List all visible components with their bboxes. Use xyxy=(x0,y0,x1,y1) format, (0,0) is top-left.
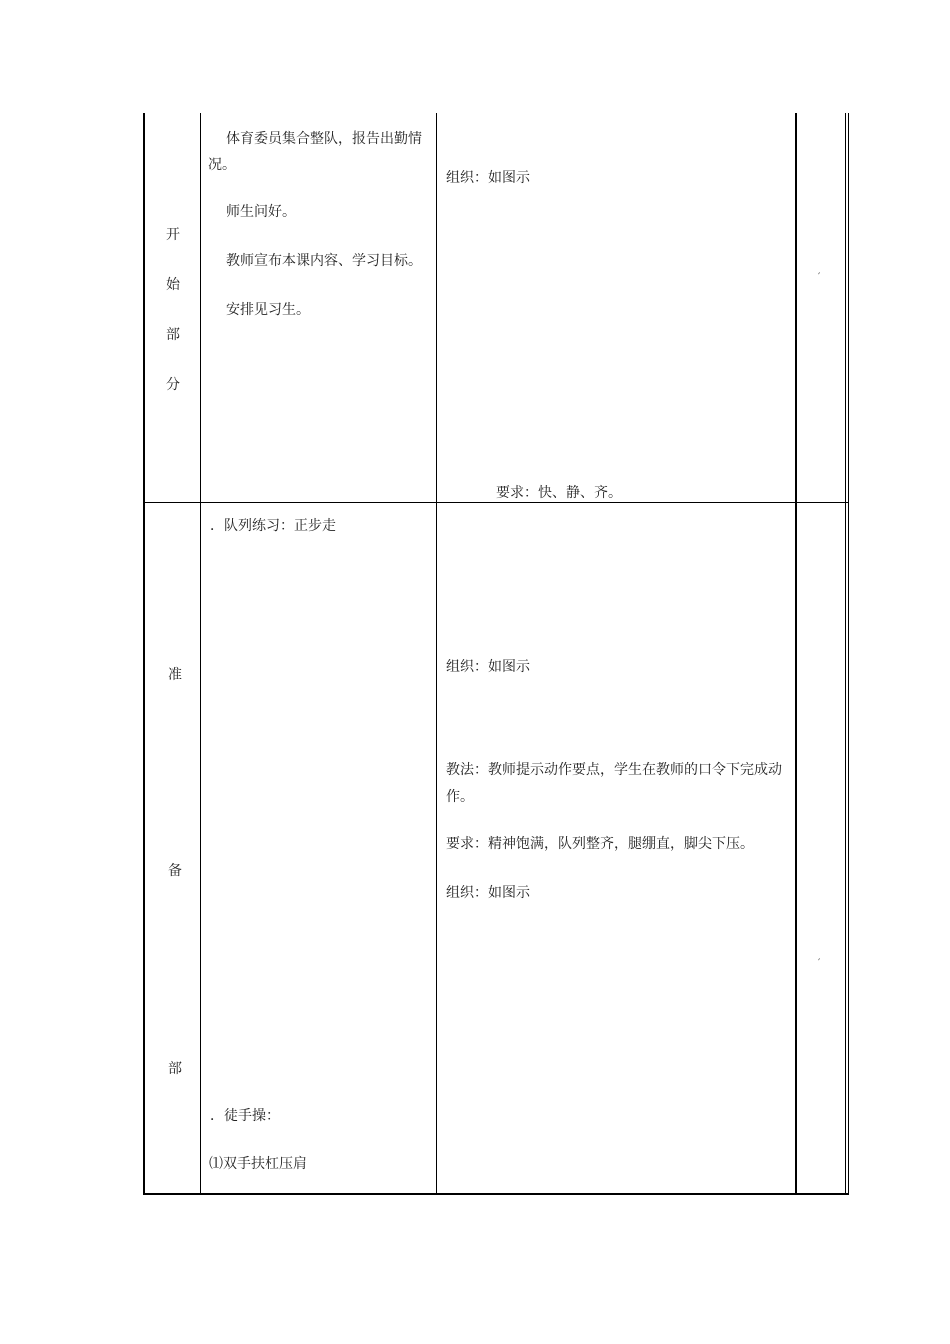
border-left xyxy=(143,113,145,1195)
exercise-subitem: ⑴双手扶杠压肩 xyxy=(209,1156,307,1172)
section-label-char: 部 xyxy=(166,327,180,343)
divider-col2 xyxy=(436,113,437,1195)
method-organize: 组织：如图示 xyxy=(446,885,530,901)
section-label-char: 部 xyxy=(168,1061,182,1077)
exercise-item: ．徒手操： xyxy=(210,1108,280,1124)
divider-col3 xyxy=(795,113,797,1195)
section-label-char: 备 xyxy=(168,863,182,879)
border-right-inner xyxy=(845,113,846,1195)
method-requirement: 要求：快、静、齐。 xyxy=(496,485,622,501)
section-label-char: 始 xyxy=(166,277,180,293)
drill-item: ．队列练习：正步走 xyxy=(210,518,336,534)
content-line: 师生问好。 xyxy=(226,204,296,220)
border-right-outer xyxy=(848,113,849,1195)
method-requirement: 要求：精神饱满，队列整齐，腿绷直，脚尖下压。 xyxy=(446,836,754,852)
method-organize: 组织：如图示 xyxy=(446,170,530,186)
content-line: 体育委员集合整队，报告出勤情况。 xyxy=(208,131,422,173)
margin-mark: ′ xyxy=(818,958,821,969)
border-bottom xyxy=(143,1193,849,1195)
content-line: 教师宣布本课内容、学习目标。 xyxy=(226,253,422,269)
method-organize: 组织：如图示 xyxy=(446,659,530,675)
section-label-char: 开 xyxy=(166,227,180,243)
divider-col1 xyxy=(200,113,201,1195)
margin-mark: ′ xyxy=(818,272,821,283)
section-label-char: 分 xyxy=(166,377,180,393)
content-line: 安排见习生。 xyxy=(226,302,310,318)
method-teaching: 教法：教师提示动作要点，学生在教师的口令下完成动作。 xyxy=(446,762,782,805)
section-label-char: 准 xyxy=(168,667,182,683)
